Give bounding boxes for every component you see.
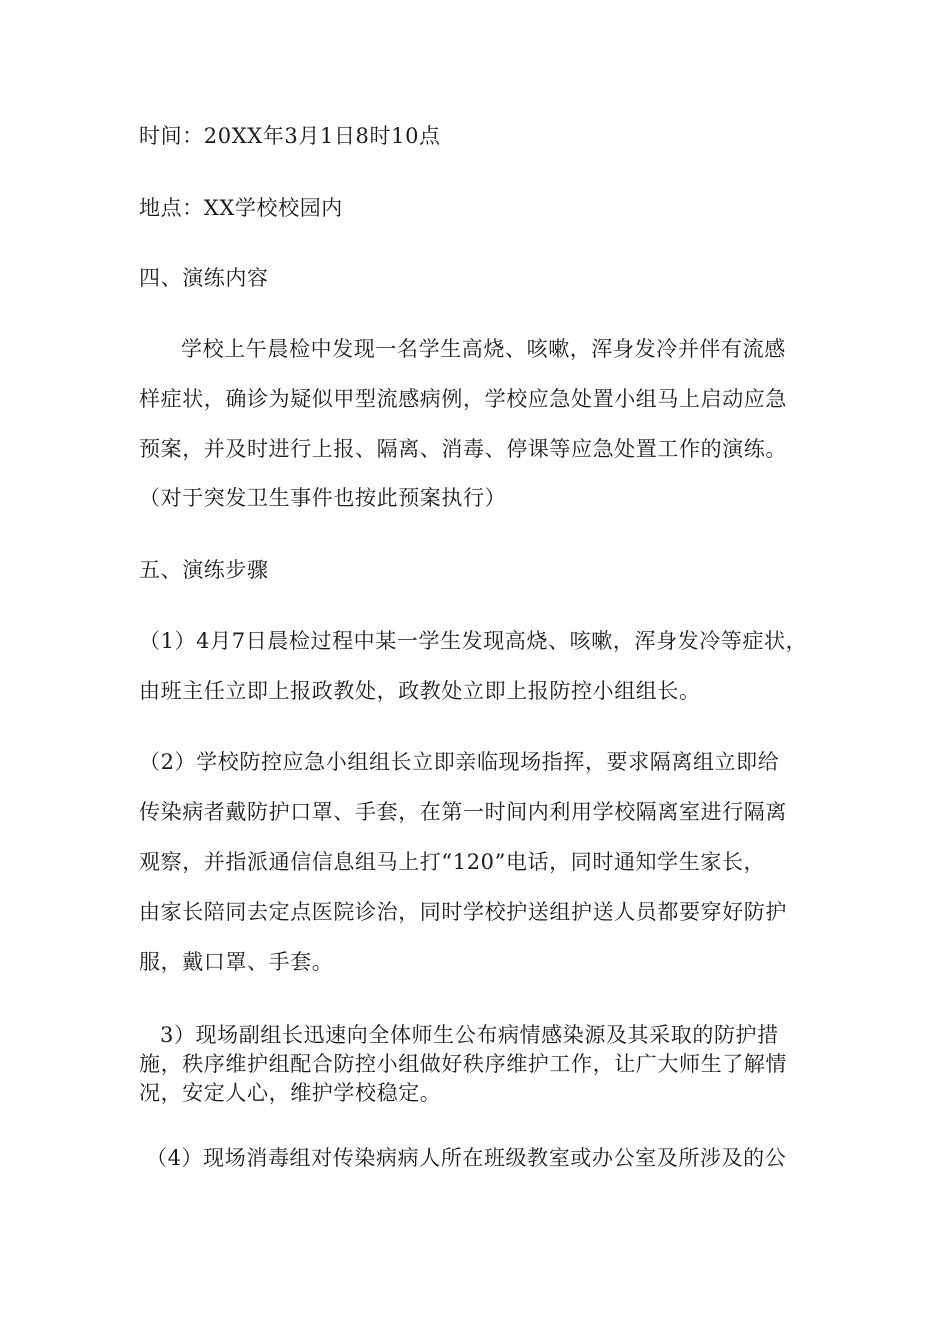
section4-paragraph-line: 样症状，确诊为疑似甲型流感病例，学校应急处置小组马上启动应急 — [139, 387, 787, 411]
step1-line: 由班主任立即上报政教处，政教处立即上报防控小组组长。 — [139, 679, 701, 703]
section4-paragraph-line: 学校上午晨检中发现一名学生高烧、咳嗽，浑身发冷并伴有流感 — [181, 337, 786, 361]
section4-paragraph-line: （对于突发卫生事件也按此预案执行） — [139, 486, 507, 510]
step3-line: 施，秩序维护组配合防控小组做好秩序维护工作，让广大师生了解情 — [139, 1052, 787, 1076]
section4-heading: 四、演练内容 — [139, 266, 269, 290]
step3-line: 况，安定人心，维护学校稳定。 — [139, 1081, 442, 1105]
step1-line: （1）4月7日晨检过程中某一学生发现高烧、咳嗽，浑身发冷等症状， — [139, 629, 808, 653]
step4-line: （4）现场消毒组对传染病病人所在班级教室或办公室及所涉及的公 — [146, 1146, 787, 1170]
section5-heading: 五、演练步骤 — [139, 558, 269, 582]
step2-line: 由家长陪同去定点医院诊治，同时学校护送组护送人员都要穿好防护 — [139, 900, 787, 924]
step3-line: 3）现场副组长迅速向全体师生公布病情感染源及其采取的防护措 — [160, 1023, 779, 1047]
step2-line: 观察，并指派通信信息组马上打“120”电话，同时通知学生家长， — [139, 850, 766, 874]
step2-line: （2）学校防控应急小组组长立即亲临现场指挥，要求隔离组立即给 — [139, 750, 780, 774]
time-line: 时间：20XX年3月1日8时10点 — [139, 124, 441, 148]
step2-line: 服，戴口罩、手套。 — [139, 950, 334, 974]
section4-paragraph-line: 预案，并及时进行上报、隔离、消毒、停课等应急处置工作的演练。 — [139, 437, 787, 461]
place-line: 地点：XX学校校园内 — [139, 196, 343, 220]
step2-line: 传染病者戴防护口罩、手套，在第一时间内利用学校隔离室进行隔离 — [139, 800, 787, 824]
